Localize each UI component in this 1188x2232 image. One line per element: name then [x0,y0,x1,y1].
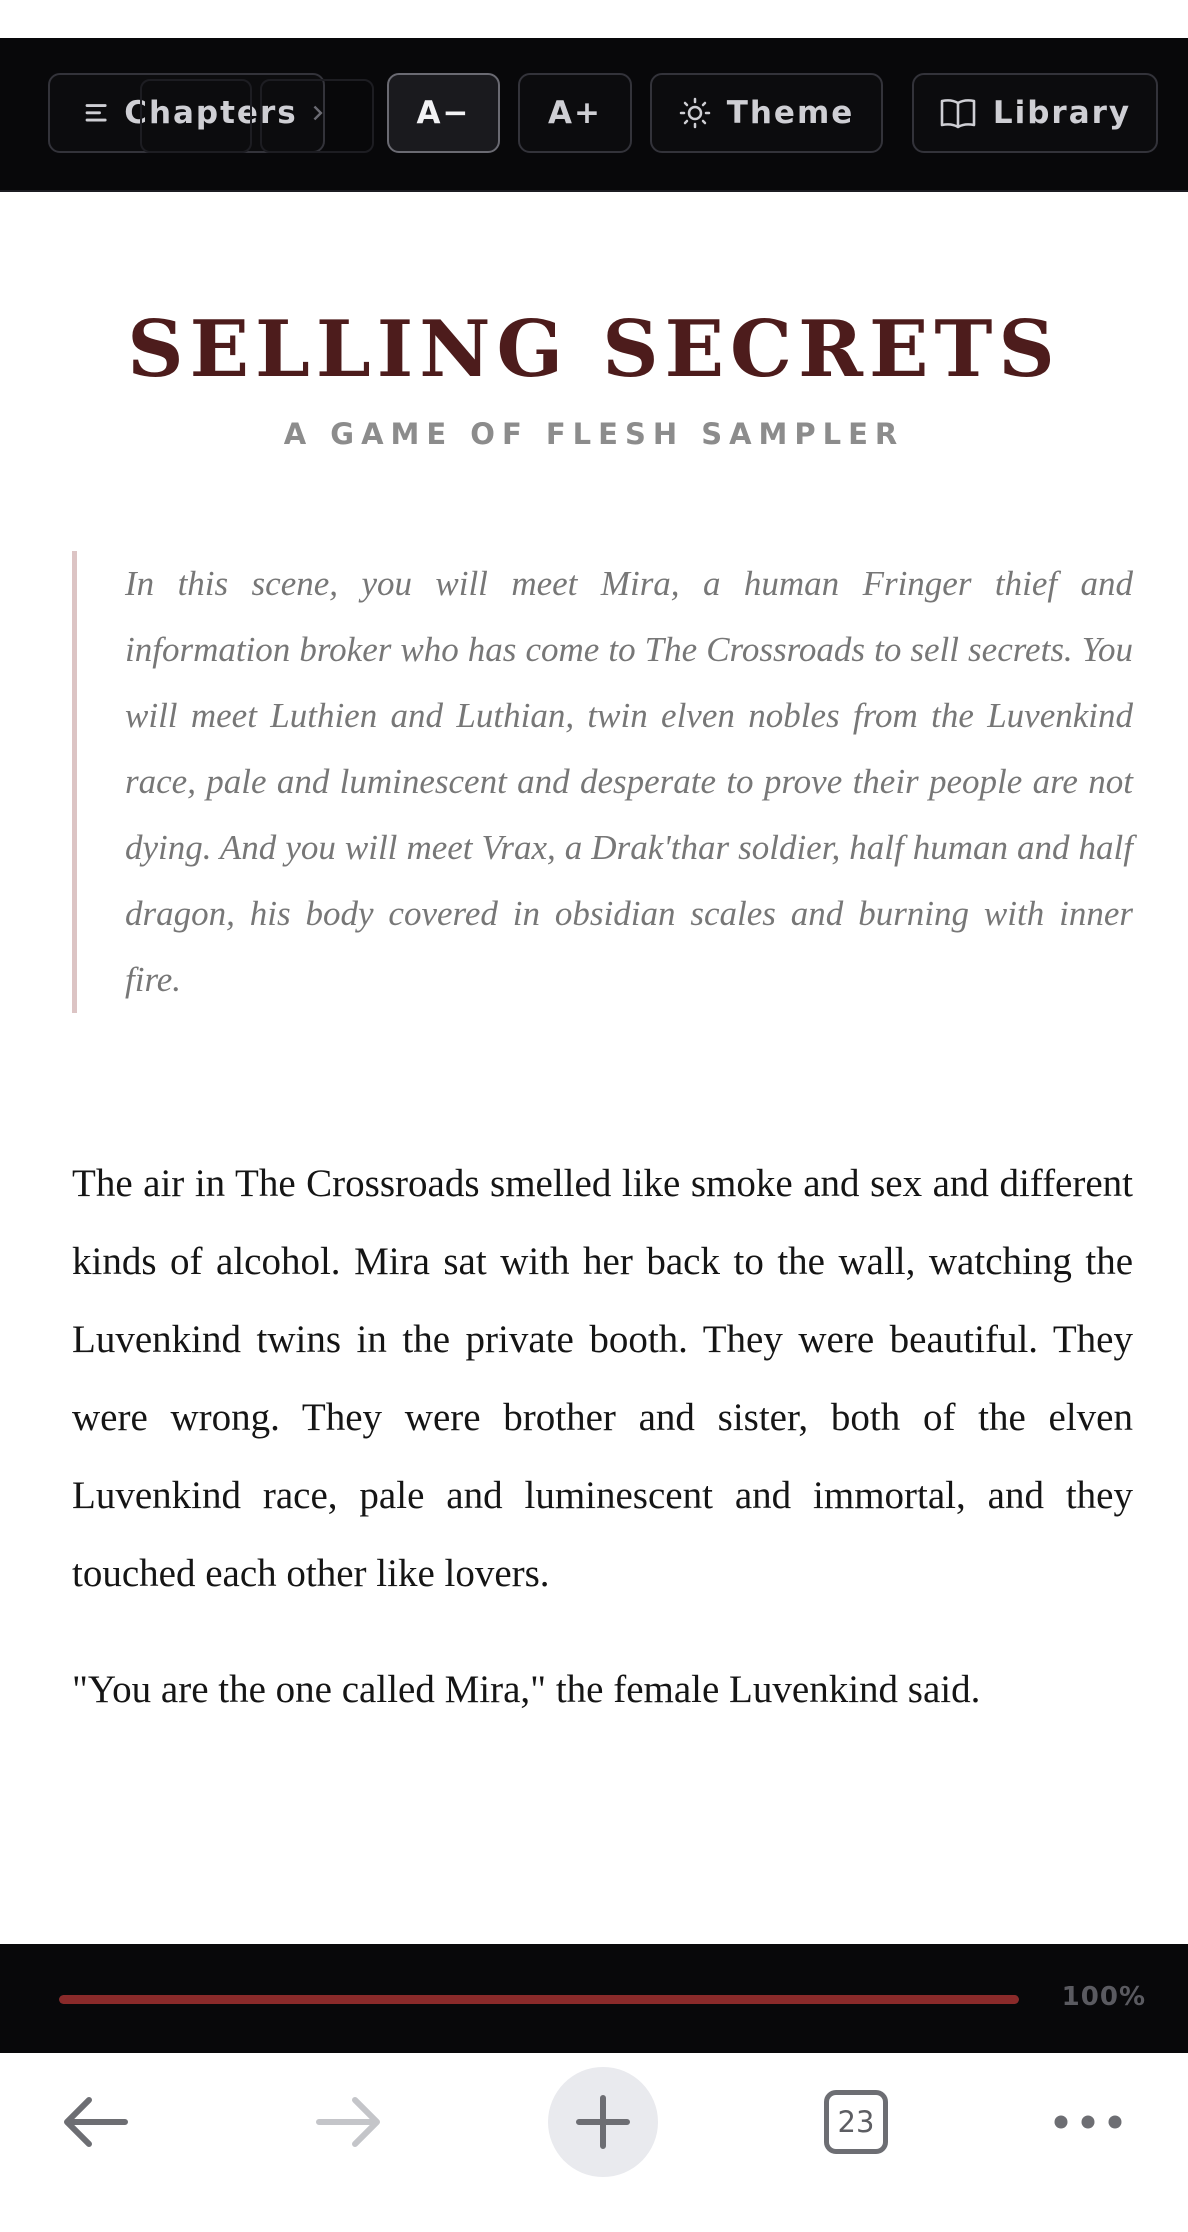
font-decrease-button[interactable] [387,73,500,153]
progress-percent: 100% [1061,1982,1146,2012]
sun-icon [679,97,711,129]
plus-icon [575,2094,631,2150]
story-paragraph: The air in The Crossroads smelled like smoke and sex and different kinds of alcohol. Mira sat with her back to the wall, watching the Luvenkind twins in the private booth. They were beautiful. They were wrong. They were brother and sister, both of the elven Luvenkind race, pale and luminescent and immortal, and they touched each other like lovers. [72,1162,1133,1595]
chapters-label: Chapters [124,95,298,131]
story-paragraph: "You are the one called Mira," the female Luvenkind said. [72,1668,981,1711]
ghost-outline [140,79,252,153]
more-dots-icon [1053,2114,1123,2130]
forward-button[interactable] [294,2067,404,2177]
book-icon [939,97,977,129]
status-area [0,0,1188,38]
progress-track [59,1995,1019,2004]
story-text [72,1145,1133,1767]
reader-content [0,192,1188,1711]
font-decrease-label: A− [416,95,471,131]
tab-count-badge: 23 [824,2090,888,2154]
chapters-button[interactable] [48,73,325,153]
progress-fill [59,1995,1019,2004]
theme-label: Theme [726,95,855,131]
font-increase-button[interactable] [518,73,632,153]
new-tab-button[interactable] [548,2067,658,2177]
reader-toolbar [0,38,1188,192]
font-increase-label: A+ [548,95,602,131]
book-title: SELLING SECRETS [127,304,1061,395]
more-options-button[interactable] [1033,2067,1143,2177]
browser-navigation-bar [0,2053,1188,2232]
theme-button[interactable] [650,73,883,153]
library-button[interactable] [912,73,1158,153]
library-label: Library [992,95,1132,131]
reading-progress [0,1944,1188,2053]
arrow-left-icon [59,2094,131,2150]
back-button[interactable] [40,2067,150,2177]
intro-blockquote: In this scene, you will meet Mira, a human Fringer thief and information broker who has come to The Crossroads to sell secrets. You will meet Luthien and Luthian, twin elven nobles from the Luvenkind race, pale and luminescent and desperate to prove their people are not dying. And you will meet Vrax, a Drak'thar soldier, half human and half dragon, his body covered in obsidian scales and burning with inner fire. [72,551,1133,1013]
arrow-right-icon [313,2094,385,2150]
book-subtitle: A GAME OF FLESH SAMPLER [283,417,905,451]
menu-icon [84,100,108,126]
ghost-outline [260,79,374,153]
tabs-button[interactable] [801,2067,911,2177]
